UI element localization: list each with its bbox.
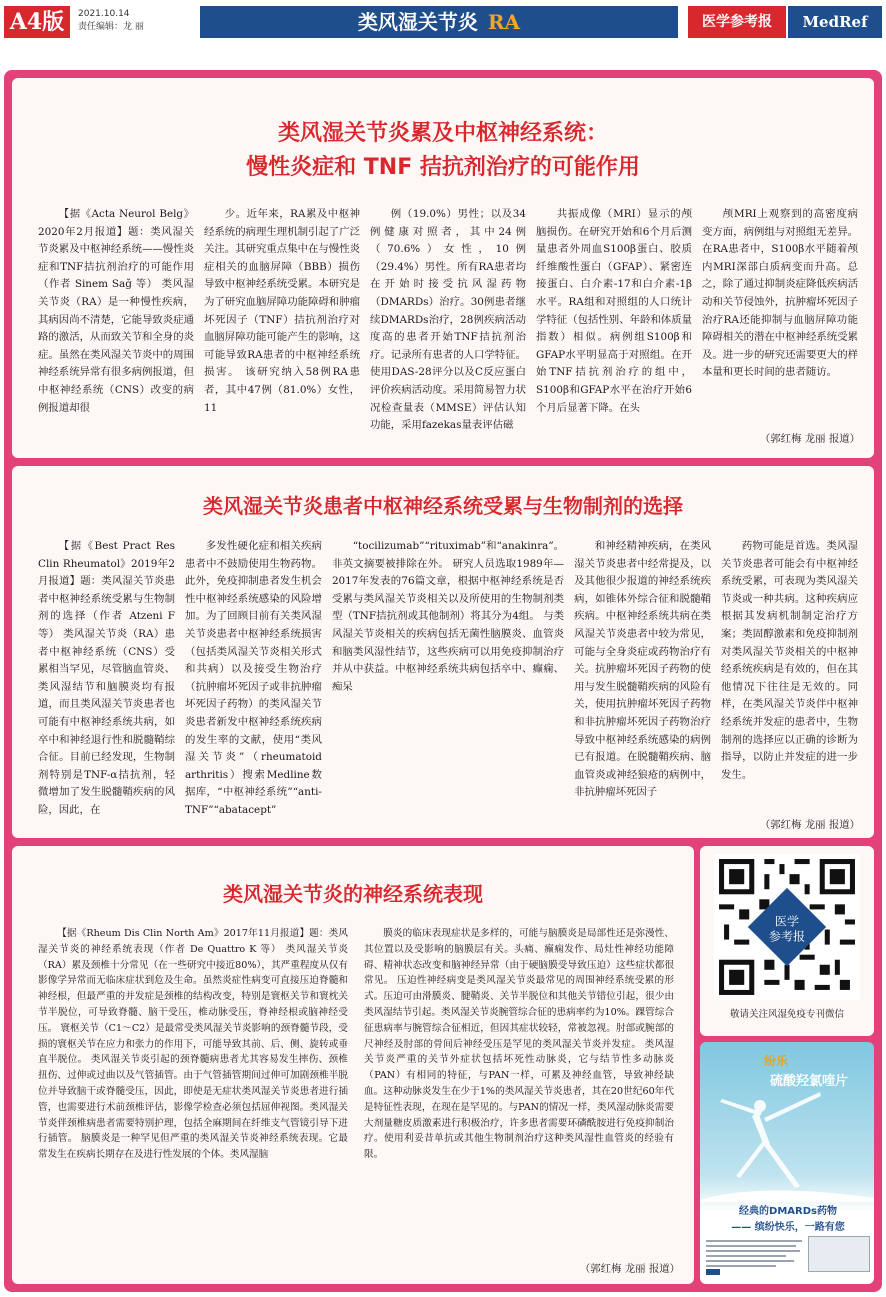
article-3-body [38,926,674,1254]
drug-package [808,1236,870,1272]
brand-english: MedRef [788,6,882,38]
qr-center-label: 医学 [774,914,800,929]
qr-code[interactable] [714,854,860,1000]
issue-date: 2021.10.14 [78,9,130,19]
article-2-body [38,538,859,816]
dancer-illustration [700,1082,874,1202]
brand-chinese: 医学参考报 [688,6,786,38]
article-3-col: 【据《Rheum Dis Clin North Am》2017年11月报道】题：类风湿关节炎的神经系统表现（作者 De Quattro K 等） 类风湿关节炎（RA）累及颈椎十分常见（在一些研究中接近80%），其严重程度从仅有影像学异常而无临床症状到危及生命。虽然炎症性病变可直接压迫脊髓和神经根，但最严重的并发症是颈椎的结构改变，特别是寰枢关节和寰枕关节半脱位，可导致脊髓、脑干受压，椎动脉受压，脊神经根或脑神经受压。 寰枢关节（C1～C2）是最常受类风湿关节炎影响的颈脊髓节段，受损的寰枢关节在应力和张力的作用下，可能导致其前、后、侧、旋转或垂直半脱位。 类风湿关节炎引起的颈脊髓病患者尤其容易发生摔伤、颈椎扭伤、过伸或过曲以及气管插管。由于气管插管期间过伸可加剧颈椎半脱位并导致脑干或脊髓受压，因此，即使是无症状类风湿关节炎患者进行插管，也需要进行术前颈椎评估，影像学检查必须包括屈伸视图。类风湿关节炎伴颈椎病患者需要特别护理，包括全麻期间在纤维支气管镜引导下进行插管。 脑膜炎是一种罕见但严重的类风湿关节炎神经系统表现。它最常发生在疾病长期存在及进行性发展的个体。类风湿脑 [38,928,348,1161]
article-2-col: 药物可能是首选。类风湿关节炎患者可能会有中枢神经系统受累，可表现为类风湿关节炎或一种共病。这种疾病应根据其发病机制制定治疗方案；类固醇激素和免疫抑制剂对类风湿关节炎相关的中枢神经系统疾病是有效的，但在其他情况下往往是无效的。同样，在类风湿关节炎伴中枢神经系统并发症的患者中，生物制剂的选择应以正确的诊断为指导，以防止并发症的进一步发生。 [721,540,859,781]
article-1 [12,78,874,458]
article-2-byline: （郭红梅 龙丽 报道） [759,819,860,831]
drug-advertisement[interactable] [700,1042,874,1284]
qr-caption: 敬请关注风湿免疫专刊微信 [729,1009,844,1020]
section-name: 类风湿关节炎 [357,10,478,34]
article-3-byline: （郭红梅 龙丽 报道） [579,1263,680,1275]
article-1-body [38,206,858,432]
ad-slogan: 经典的DMARDs药物 [739,1206,837,1217]
article-2-col: “tocilizumab”“rituximab”和“anakinra”。非英文摘要被排除在外。 研究人员选取1989年—2017年发表的76篇文章，根据中枢神经系统是否受累与类风湿关节炎相关以及所使用的生物制剂类型（TNF拮抗剂或其他制剂）将其分为4组。 与类风湿关节炎相关的疾病包括无菌性脑膜炎、血管炎和脑类风湿性结节，这些疾病可以用免疫抑制治疗并从中获益。中枢神经系统共病包括卒中、癫痫、痴呆 [331,540,565,693]
article-2-col: 和神经精神疾病，在类风湿关节炎患者中经常提及，以及其他很少报道的神经系统疾病，如锥体外综合征和脱髓鞘疾病。中枢神经系统共病在类风湿关节炎患者中较为常见，可能与全身炎症或药物治疗有关。抗肿瘤坏死因子药物的使用与发生脱髓鞘疾病的风险有关，使用抗肿瘤坏死因子药物和非抗肿瘤坏死因子药物治疗导致中枢神经系统感染的病例已有报道。在脱髓鞘疾病、脑血管炎或神经狼疮的病例中，非抗肿瘤坏死因子 [574,540,712,799]
article-1-title-line2: 慢性炎症和 TNF 拮抗剂治疗的可能作用 [246,155,640,180]
article-1-col: 共振成像（MRI）显示的颅脑损伤。在研究开始和6个月后测量患者外周血S100β蛋白、胶质纤维酸性蛋白（GFAP）、紧密连接蛋白、白介素-17和白介素-1β水平。RA组和对照组的人口统计学特征（包括性别、年龄和体质量指数）相似。病例组S100β和GFAP水平明显高于对照组。在开始TNF拮抗剂治疗的组中，S100β和GFAP水平在治疗开始6个月后显著下降。在头 [536,208,692,414]
masthead [0,0,886,44]
article-1-col: 【据《Acta Neurol Belg》2020年2月报道】题：类风湿关节炎累及中枢神经系统——慢性炎症和TNF拮抗剂治疗的可能作用（作者 Sinem Sağ 等） 类风湿关节炎（RA）是一种慢性疾病，其病因尚不清楚，它能导致炎症通路的激活，从而致关节和全身的炎症。虽然在类风湿关节炎中的周围神经系统异常有很多病例报道，但中枢神经系统（CNS）改变的病例报道却很 [38,208,194,414]
dateline [78,8,144,34]
article-2-title: 类风湿关节炎患者中枢神经系统受累与生物制剂的选择 [203,494,683,518]
editor-credit: 责任编辑：龙 丽 [78,22,144,32]
section-title [200,6,678,38]
article-2 [12,466,874,838]
ad-fine-print [706,1238,806,1276]
article-1-title-line1: 类风湿关节炎累及中枢神经系统： [277,121,608,146]
article-1-byline: （郭红梅 龙丽 报道） [759,433,860,445]
article-2-col: 【据《Best Pract Res Clin Rheumatol》2019年2月报道】题：类风湿关节炎患者中枢神经系统受累与生物制剂的选择（作者 Atzeni F 等） 类风湿关节炎（RA）患者中枢神经系统（CNS）受累相当罕见，尽管脑血管炎、类风湿结节和脑膜炎均有报道，而且类风湿关节炎患者也可能有中枢神经系统共病，如卒中和神经退行性和脱髓鞘综合征。目前已经发现，生物制剂特别是TNF-α拮抗剂，轻微增加了发生脱髓鞘疾病的风险，因此，在 [38,540,175,816]
ad-tagline: —— 缤纷快乐，一路有您 [731,1222,845,1233]
qr-center-label-2: 参考报 [768,929,806,944]
article-1-col: 例（19.0%）男性；以及34例健康对照者，其中24例（70.6%）女性，10例（29.4%）男性。所有RA患者均在开始时接受抗风湿药物（DMARDs）治疗。30例患者继续DMARDs治疗，28例疾病活动度高的患者开始TNF拮抗剂治疗。记录所有患者的人口学特征。使用DAS-28评分以及C反应蛋白评价疾病活动度。采用简易智力状况检查量表（MMSE）评估认知功能，采用fazekas量表评估磁 [370,208,526,432]
edition-label: A4版 [4,6,70,38]
article-1-col: 少。近年来，RA累及中枢神经系统的病理生理机制引起了广泛关注。其研究重点集中在与慢性炎症相关的血脑屏障（BBB）损伤导致中枢神经系统受累。本研究是为了研究血脑屏障功能障碍和肿瘤坏死因子（TNF）拮抗剂治疗对血脑屏障功能可能产生的影响，这可能导致RA患者的中枢神经系统损害。 该研究纳入58例RA患者，其中47例（81.0%）女性，11 [204,208,360,414]
article-3 [12,846,694,1284]
ad-brand: 纷乐 [764,1054,789,1068]
article-1-col: 颅MRI上观察到的高密度病变方面，病例组与对照组无差异。在RA患者中，S100β水平随着颅内MRI深部白质病变而升高。总之，除了通过抑制炎症降低疾病活动和关节侵蚀外，抗肿瘤坏死因子治疗RA还能抑制与血脑屏障功能障碍相关的潜在中枢神经系统受累及。进一步的研究还需要更大的样本量和更长时间的患者随访。 [702,208,858,379]
section-tag: RA [487,10,521,34]
article-2-col: 多发性硬化症和相关疾病患者中不鼓励使用生物药物。此外，免疫抑制患者发生机会性中枢神经系统感染的风险增加。为了回顾目前有关类风湿关节炎患者中枢神经系统损害（包括类风湿关节炎相关形式和共病）以及接受生物治疗（抗肿瘤坏死因子或非抗肿瘤坏死因子药物）的类风湿关节炎患者新发中枢神经系统疾病的发生率的文献，使用“类风湿关节炎”（rheumatoid arthritis）搜索Medline数据库，“中枢神经系统”“anti-TNF”“abatacept” [184,540,322,816]
ad-drug-name: 硫酸羟氯喹片 [770,1074,849,1089]
article-3-col: 膜炎的临床表现症状是多样的，可能与脑膜炎是局部性还是弥漫性、其位置以及受影响的脑膜层有关。头痛、癫痫发作、局灶性神经功能障碍、精神状态改变和脑神经异常（由于硬脑膜受导致压迫）这些症状都很常见。 压迫性神经病变是类风湿关节炎最常见的周围神经系统受累的形式。压迫可由滑膜炎、腱鞘炎、关节半脱位和其他关节错位引起，很少由类风湿结节引起。类风湿关节炎腕管综合征的患病率约为10%。踝管综合征患病率与腕管综合征相近，但因其症状较轻，常被忽视。肘部或腕部的尺神经及肘部的骨间后神经受压是罕见的类风湿关节炎并发症。 类风湿关节炎严重的关节外症状包括坏死性动脉炎，它与结节性多动脉炎（PAN）有相同的特征，与PAN一样，可累及神经血管，导致神经缺血。这种动脉炎发生在少于1%的类风湿关节炎患者，其在20世纪60年代是特征性表现，在现在是罕见的。与PAN的情况一样，类风湿动脉炎需要大剂量糖皮质激素进行积极治疗，许多患者需要环磷酰胺进行免疫抑制治疗。使用利妥昔单抗或其他生物制剂治疗这种类风湿性血管炎的经验有限。 [364,928,674,1161]
article-3-title: 类风湿关节炎的神经系统表现 [223,882,483,906]
qr-panel [700,846,874,1036]
